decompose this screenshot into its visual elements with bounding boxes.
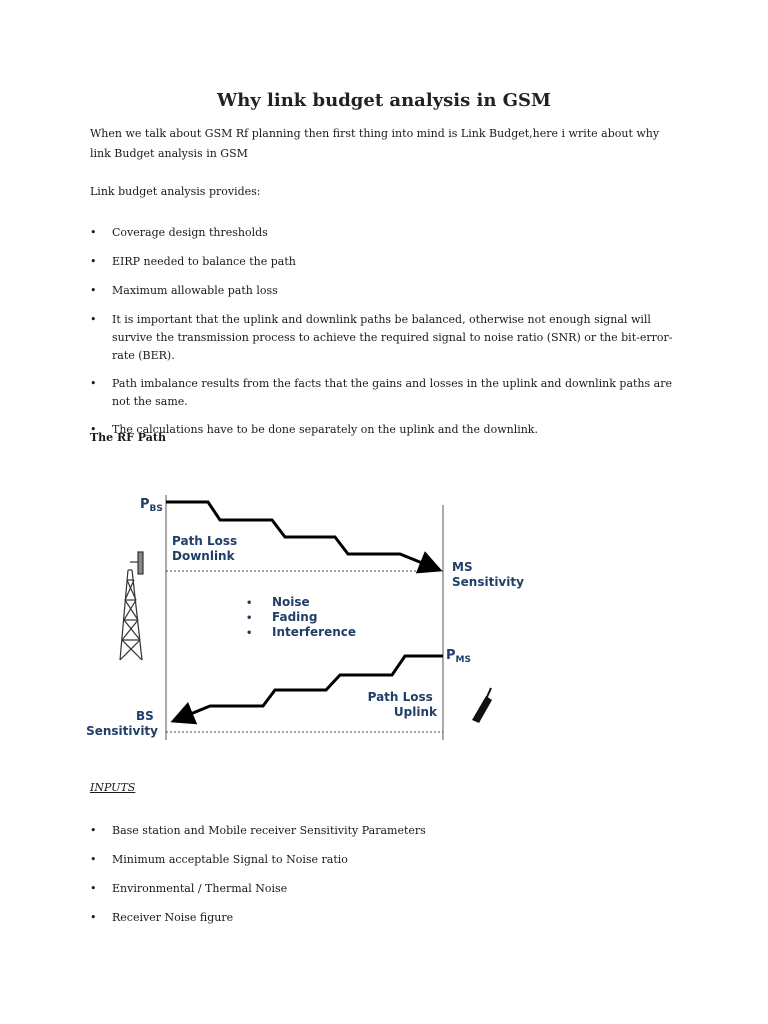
svg-text:•: • [246, 613, 253, 624]
provides-label: Link budget analysis provides: [90, 185, 261, 198]
list-item: • Maximum allowable path loss [90, 282, 680, 300]
path-loss-downlink-label: Path Loss Downlink [172, 534, 238, 563]
bs-tower-icon [120, 552, 143, 660]
list-item: • Minimum acceptable Signal to Noise ratio [90, 851, 680, 869]
impairment-noise: Noise [272, 595, 310, 609]
list-item: • The calculations have to be done separately on the uplink and the downlink. [90, 421, 680, 439]
list-item: • Environmental / Thermal Noise [90, 880, 680, 898]
pms-label: $P_{MS}$ [446, 648, 471, 665]
rf-path-heading: The RF Path [90, 431, 166, 444]
list-item: • EIRP needed to balance the path [90, 253, 680, 271]
svg-text:•: • [246, 628, 253, 639]
inputs-list [90, 822, 680, 927]
impairments-list [246, 595, 356, 639]
rf-path-diagram [86, 480, 524, 750]
impairment-interference: Interference [272, 625, 357, 639]
impairment-fading: Fading [272, 610, 318, 624]
list-item: • It is important that the uplink and downlink paths be balanced, otherwise not enough signal will survive the transmission process to achieve the required signal to noise ratio (SNR) or the bit-error-rate (BER). [90, 311, 680, 365]
svg-text:•: • [246, 598, 253, 609]
intro-paragraph: When we talk about GSM Rf planning then first thing into mind is Link Budget,here i write about why link Budget analysis in GSM [90, 127, 660, 160]
bs-sensitivity-label: BS Sensitivity [86, 709, 158, 738]
list-item: • Coverage design thresholds [90, 224, 680, 242]
list-item: • Path imbalance results from the facts that the gains and losses in the uplink and downlink paths are not the same. [90, 375, 680, 411]
provides-list [90, 224, 680, 439]
list-item: • Base station and Mobile receiver Sensitivity Parameters [90, 822, 680, 840]
pbs-label: $P_{BS}$ [140, 497, 163, 514]
list-item: • Receiver Noise figure [90, 909, 680, 927]
ms-sensitivity-label: MS Sensitivity [452, 560, 524, 589]
inputs-heading: INPUTS [90, 781, 136, 794]
path-loss-uplink-label: Path Loss Uplink [367, 690, 437, 719]
mobile-phone-icon [472, 688, 492, 723]
page-title: Why link budget analysis in GSM [217, 90, 551, 111]
